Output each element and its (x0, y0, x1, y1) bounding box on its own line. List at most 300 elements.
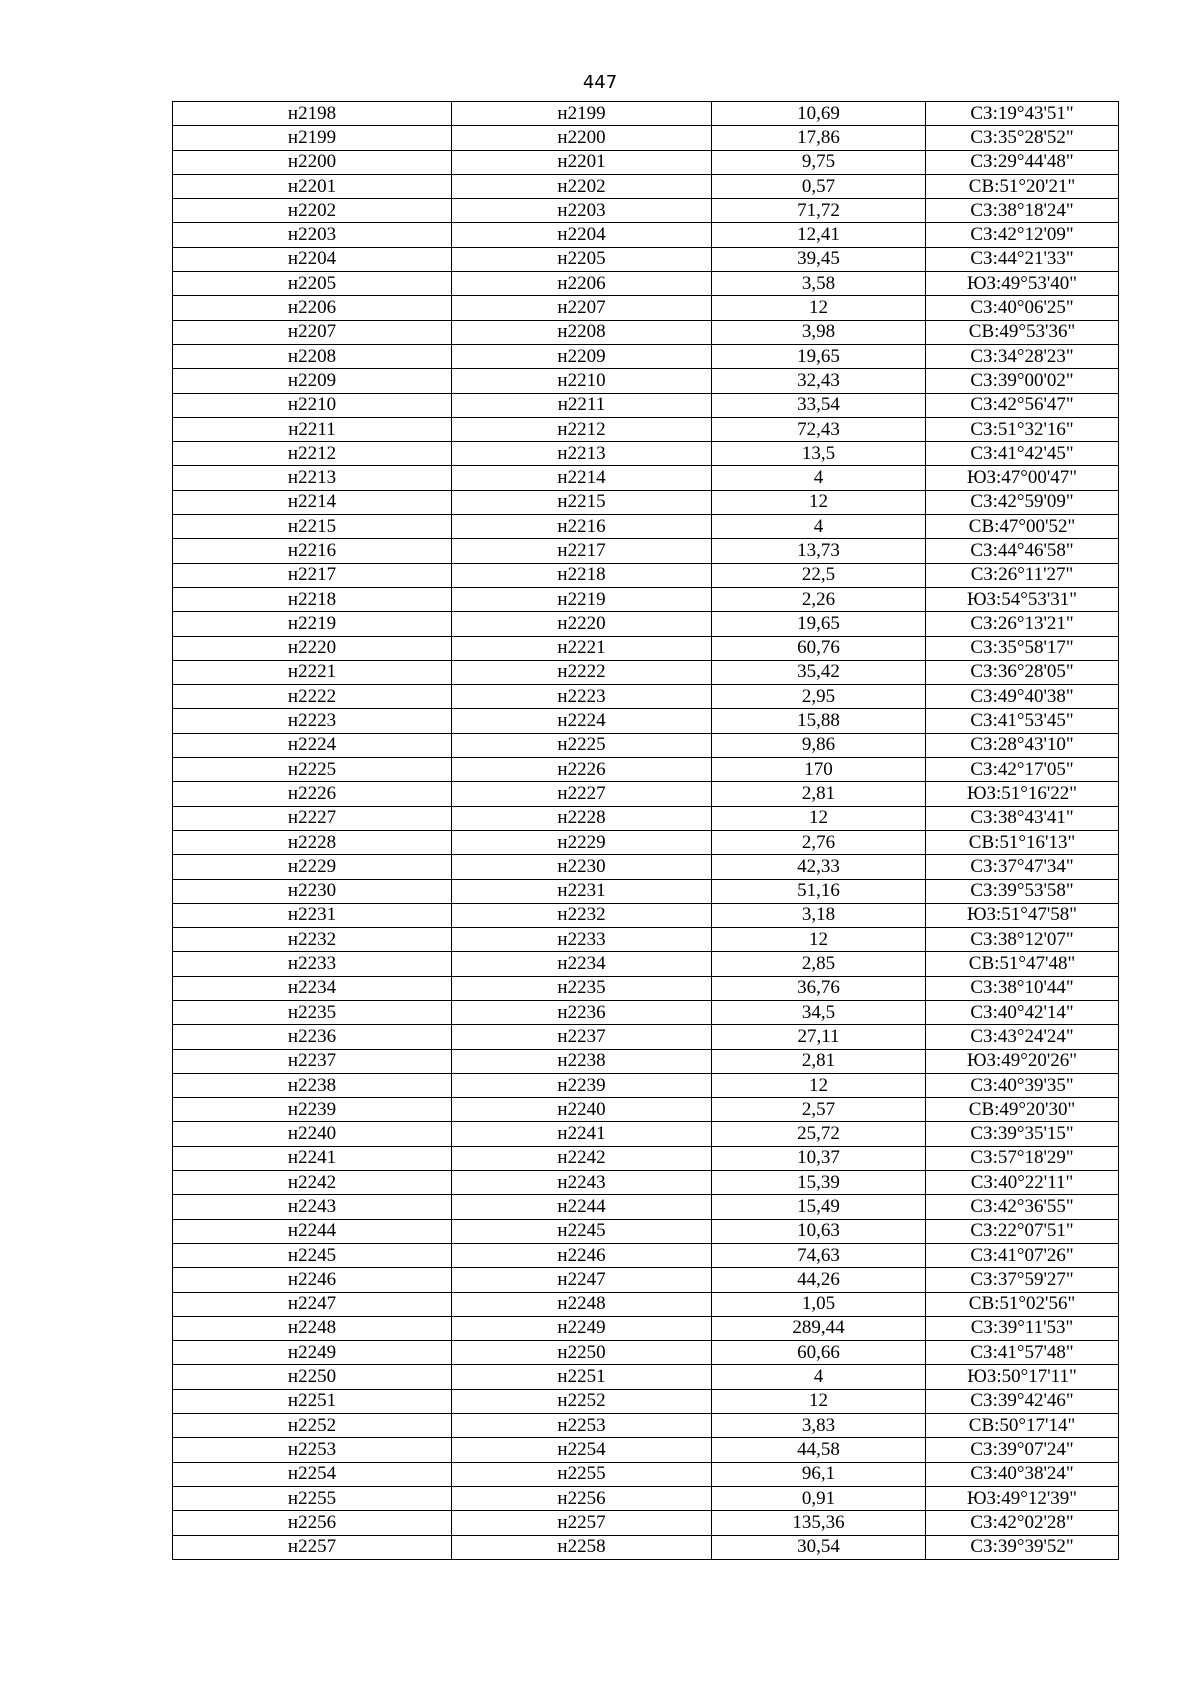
distance-cell: 3,18 (712, 903, 926, 927)
from-point-cell: н2252 (173, 1414, 452, 1438)
from-point-cell: н2232 (173, 928, 452, 952)
bearing-cell: СЗ:39°35'15" (926, 1122, 1119, 1146)
bearing-cell: СВ:51°47'48" (926, 952, 1119, 976)
from-point-cell: н2242 (173, 1171, 452, 1195)
bearing-cell: ЮЗ:49°53'40" (926, 272, 1119, 296)
distance-cell: 12 (712, 296, 926, 320)
to-point-cell: н2229 (452, 830, 712, 854)
bearing-cell: СЗ:40°38'24" (926, 1462, 1119, 1486)
from-point-cell: н2239 (173, 1098, 452, 1122)
to-point-cell: н2248 (452, 1292, 712, 1316)
table-row (173, 1535, 1119, 1559)
from-point-cell: н2218 (173, 587, 452, 611)
table-row (173, 466, 1119, 490)
table-row (173, 1049, 1119, 1073)
from-point-cell: н2219 (173, 612, 452, 636)
from-point-cell: н2243 (173, 1195, 452, 1219)
to-point-cell: н2237 (452, 1025, 712, 1049)
to-point-cell: н2224 (452, 709, 712, 733)
from-point-cell: н2205 (173, 272, 452, 296)
table-row (173, 247, 1119, 271)
table-row (173, 320, 1119, 344)
table-row (173, 1511, 1119, 1535)
bearing-cell: СЗ:57°18'29" (926, 1146, 1119, 1170)
table-row (173, 1414, 1119, 1438)
from-point-cell: н2235 (173, 1000, 452, 1024)
from-point-cell: н2254 (173, 1462, 452, 1486)
to-point-cell: н2244 (452, 1195, 712, 1219)
distance-cell: 0,57 (712, 174, 926, 198)
from-point-cell: н2231 (173, 903, 452, 927)
from-point-cell: н2201 (173, 174, 452, 198)
from-point-cell: н2225 (173, 758, 452, 782)
distance-cell: 2,81 (712, 782, 926, 806)
to-point-cell: н2235 (452, 976, 712, 1000)
bearing-cell: СЗ:39°42'46" (926, 1389, 1119, 1413)
table-row (173, 1000, 1119, 1024)
from-point-cell: н2222 (173, 685, 452, 709)
from-point-cell: н2203 (173, 223, 452, 247)
bearing-cell: СВ:50°17'14" (926, 1414, 1119, 1438)
table-row (173, 1486, 1119, 1510)
from-point-cell: н2230 (173, 879, 452, 903)
distance-cell: 42,33 (712, 855, 926, 879)
page-number: 447 (582, 72, 618, 93)
bearing-cell: СЗ:37°59'27" (926, 1268, 1119, 1292)
to-point-cell: н2228 (452, 806, 712, 830)
to-point-cell: н2252 (452, 1389, 712, 1413)
to-point-cell: н2256 (452, 1486, 712, 1510)
bearing-cell: СЗ:35°58'17" (926, 636, 1119, 660)
table-row (173, 782, 1119, 806)
bearing-cell: СЗ:39°11'53" (926, 1316, 1119, 1340)
to-point-cell: н2245 (452, 1219, 712, 1243)
distance-cell: 22,5 (712, 563, 926, 587)
table-row (173, 272, 1119, 296)
from-point-cell: н2227 (173, 806, 452, 830)
table-row (173, 928, 1119, 952)
table-row (173, 806, 1119, 830)
to-point-cell: н2249 (452, 1316, 712, 1340)
to-point-cell: н2240 (452, 1098, 712, 1122)
to-point-cell: н2220 (452, 612, 712, 636)
from-point-cell: н2245 (173, 1243, 452, 1267)
to-point-cell: н2213 (452, 442, 712, 466)
to-point-cell: н2238 (452, 1049, 712, 1073)
table-row (173, 855, 1119, 879)
table-row (173, 636, 1119, 660)
from-point-cell: н2253 (173, 1438, 452, 1462)
distance-cell: 2,85 (712, 952, 926, 976)
from-point-cell: н2234 (173, 976, 452, 1000)
bearing-cell: СЗ:41°07'26" (926, 1243, 1119, 1267)
from-point-cell: н2236 (173, 1025, 452, 1049)
bearing-cell: ЮЗ:51°16'22" (926, 782, 1119, 806)
to-point-cell: н2254 (452, 1438, 712, 1462)
distance-cell: 39,45 (712, 247, 926, 271)
distance-cell: 9,75 (712, 150, 926, 174)
distance-cell: 12 (712, 1073, 926, 1097)
table-row (173, 393, 1119, 417)
distance-cell: 9,86 (712, 733, 926, 757)
table-row (173, 1073, 1119, 1097)
table-row (173, 660, 1119, 684)
distance-cell: 13,73 (712, 539, 926, 563)
table-row (173, 490, 1119, 514)
to-point-cell: н2251 (452, 1365, 712, 1389)
distance-cell: 12 (712, 490, 926, 514)
distance-cell: 2,81 (712, 1049, 926, 1073)
to-point-cell: н2239 (452, 1073, 712, 1097)
from-point-cell: н2224 (173, 733, 452, 757)
to-point-cell: н2231 (452, 879, 712, 903)
table-row (173, 417, 1119, 441)
table-row (173, 442, 1119, 466)
bearing-cell: СЗ:42°59'09" (926, 490, 1119, 514)
distance-cell: 4 (712, 1365, 926, 1389)
from-point-cell: н2229 (173, 855, 452, 879)
to-point-cell: н2207 (452, 296, 712, 320)
table-row (173, 587, 1119, 611)
to-point-cell: н2250 (452, 1341, 712, 1365)
distance-cell: 10,63 (712, 1219, 926, 1243)
table-row (173, 539, 1119, 563)
from-point-cell: н2210 (173, 393, 452, 417)
from-point-cell: н2202 (173, 199, 452, 223)
table-row (173, 758, 1119, 782)
bearing-cell: СЗ:41°57'48" (926, 1341, 1119, 1365)
bearing-cell: СВ:51°16'13" (926, 830, 1119, 854)
bearing-cell: СЗ:38°43'41" (926, 806, 1119, 830)
to-point-cell: н2200 (452, 126, 712, 150)
table-row (173, 685, 1119, 709)
distance-cell: 0,91 (712, 1486, 926, 1510)
table-row (173, 296, 1119, 320)
boundary-points-table (172, 101, 1119, 1560)
bearing-cell: СЗ:41°53'45" (926, 709, 1119, 733)
table-row (173, 1438, 1119, 1462)
bearing-cell: СЗ:39°39'52" (926, 1535, 1119, 1559)
distance-cell: 27,11 (712, 1025, 926, 1049)
table-row (173, 1195, 1119, 1219)
bearing-cell: СВ:49°20'30" (926, 1098, 1119, 1122)
bearing-cell: СЗ:43°24'24" (926, 1025, 1119, 1049)
distance-cell: 32,43 (712, 369, 926, 393)
to-point-cell: н2230 (452, 855, 712, 879)
bearing-cell: СЗ:42°17'05" (926, 758, 1119, 782)
distance-cell: 3,98 (712, 320, 926, 344)
bearing-cell: СЗ:41°42'45" (926, 442, 1119, 466)
from-point-cell: н2198 (173, 102, 452, 126)
table-row (173, 830, 1119, 854)
bearing-cell: СЗ:40°22'11" (926, 1171, 1119, 1195)
to-point-cell: н2210 (452, 369, 712, 393)
from-point-cell: н2209 (173, 369, 452, 393)
from-point-cell: н2211 (173, 417, 452, 441)
to-point-cell: н2205 (452, 247, 712, 271)
table-row (173, 612, 1119, 636)
from-point-cell: н2208 (173, 344, 452, 368)
bearing-cell: СЗ:38°10'44" (926, 976, 1119, 1000)
to-point-cell: н2223 (452, 685, 712, 709)
from-point-cell: н2249 (173, 1341, 452, 1365)
bearing-cell: СВ:49°53'36" (926, 320, 1119, 344)
distance-cell: 19,65 (712, 344, 926, 368)
bearing-cell: СЗ:37°47'34" (926, 855, 1119, 879)
table-row (173, 1268, 1119, 1292)
table-row (173, 879, 1119, 903)
table-row (173, 1098, 1119, 1122)
to-point-cell: н2236 (452, 1000, 712, 1024)
to-point-cell: н2219 (452, 587, 712, 611)
table-body (173, 102, 1119, 1560)
bearing-cell: СВ:51°20'21" (926, 174, 1119, 198)
to-point-cell: н2257 (452, 1511, 712, 1535)
from-point-cell: н2228 (173, 830, 452, 854)
to-point-cell: н2203 (452, 199, 712, 223)
distance-cell: 2,26 (712, 587, 926, 611)
bearing-cell: ЮЗ:49°12'39" (926, 1486, 1119, 1510)
table-row (173, 102, 1119, 126)
to-point-cell: н2227 (452, 782, 712, 806)
distance-cell: 3,83 (712, 1414, 926, 1438)
table-row (173, 515, 1119, 539)
distance-cell: 51,16 (712, 879, 926, 903)
from-point-cell: н2241 (173, 1146, 452, 1170)
from-point-cell: н2255 (173, 1486, 452, 1510)
distance-cell: 4 (712, 466, 926, 490)
distance-cell: 2,95 (712, 685, 926, 709)
from-point-cell: н2207 (173, 320, 452, 344)
distance-cell: 17,86 (712, 126, 926, 150)
table-row (173, 199, 1119, 223)
distance-cell: 4 (712, 515, 926, 539)
distance-cell: 15,49 (712, 1195, 926, 1219)
bearing-cell: СЗ:39°07'24" (926, 1438, 1119, 1462)
from-point-cell: н2220 (173, 636, 452, 660)
bearing-cell: СЗ:44°21'33" (926, 247, 1119, 271)
bearing-cell: СЗ:42°12'09" (926, 223, 1119, 247)
bearing-cell: СЗ:40°42'14" (926, 1000, 1119, 1024)
from-point-cell: н2257 (173, 1535, 452, 1559)
table-row (173, 126, 1119, 150)
table-row (173, 223, 1119, 247)
from-point-cell: н2206 (173, 296, 452, 320)
distance-cell: 71,72 (712, 199, 926, 223)
bearing-cell: СЗ:40°39'35" (926, 1073, 1119, 1097)
distance-cell: 96,1 (712, 1462, 926, 1486)
table-row (173, 952, 1119, 976)
to-point-cell: н2216 (452, 515, 712, 539)
from-point-cell: н2244 (173, 1219, 452, 1243)
distance-cell: 3,58 (712, 272, 926, 296)
bearing-cell: ЮЗ:47°00'47" (926, 466, 1119, 490)
to-point-cell: н2211 (452, 393, 712, 417)
bearing-cell: СЗ:38°12'07" (926, 928, 1119, 952)
to-point-cell: н2243 (452, 1171, 712, 1195)
to-point-cell: н2201 (452, 150, 712, 174)
bearing-cell: СЗ:38°18'24" (926, 199, 1119, 223)
from-point-cell: н2256 (173, 1511, 452, 1535)
bearing-cell: СЗ:36°28'05" (926, 660, 1119, 684)
from-point-cell: н2248 (173, 1316, 452, 1340)
bearing-cell: СЗ:28°43'10" (926, 733, 1119, 757)
to-point-cell: н2218 (452, 563, 712, 587)
from-point-cell: н2226 (173, 782, 452, 806)
from-point-cell: н2215 (173, 515, 452, 539)
distance-cell: 44,26 (712, 1268, 926, 1292)
distance-cell: 36,76 (712, 976, 926, 1000)
distance-cell: 10,69 (712, 102, 926, 126)
from-point-cell: н2223 (173, 709, 452, 733)
bearing-cell: СЗ:51°32'16" (926, 417, 1119, 441)
distance-cell: 12 (712, 928, 926, 952)
distance-cell: 13,5 (712, 442, 926, 466)
distance-cell: 19,65 (712, 612, 926, 636)
bearing-cell: ЮЗ:54°53'31" (926, 587, 1119, 611)
bearing-cell: СЗ:39°53'58" (926, 879, 1119, 903)
distance-cell: 2,57 (712, 1098, 926, 1122)
bearing-cell: ЮЗ:50°17'11" (926, 1365, 1119, 1389)
bearing-cell: СВ:47°00'52" (926, 515, 1119, 539)
to-point-cell: н2255 (452, 1462, 712, 1486)
to-point-cell: н2204 (452, 223, 712, 247)
table-row (173, 1292, 1119, 1316)
from-point-cell: н2214 (173, 490, 452, 514)
distance-cell: 1,05 (712, 1292, 926, 1316)
bearing-cell: СЗ:42°36'55" (926, 1195, 1119, 1219)
table-row (173, 1341, 1119, 1365)
from-point-cell: н2251 (173, 1389, 452, 1413)
distance-cell: 44,58 (712, 1438, 926, 1462)
to-point-cell: н2199 (452, 102, 712, 126)
table-row (173, 1122, 1119, 1146)
table-row (173, 1219, 1119, 1243)
from-point-cell: н2247 (173, 1292, 452, 1316)
table-row (173, 1171, 1119, 1195)
table-row (173, 903, 1119, 927)
bearing-cell: СЗ:26°11'27" (926, 563, 1119, 587)
bearing-cell: СЗ:44°46'58" (926, 539, 1119, 563)
table-row (173, 1243, 1119, 1267)
bearing-cell: СЗ:26°13'21" (926, 612, 1119, 636)
distance-cell: 289,44 (712, 1316, 926, 1340)
from-point-cell: н2217 (173, 563, 452, 587)
from-point-cell: н2200 (173, 150, 452, 174)
to-point-cell: н2217 (452, 539, 712, 563)
distance-cell: 15,39 (712, 1171, 926, 1195)
to-point-cell: н2241 (452, 1122, 712, 1146)
table-row (173, 1389, 1119, 1413)
distance-cell: 72,43 (712, 417, 926, 441)
from-point-cell: н2216 (173, 539, 452, 563)
distance-cell: 15,88 (712, 709, 926, 733)
to-point-cell: н2247 (452, 1268, 712, 1292)
distance-cell: 60,76 (712, 636, 926, 660)
bearing-cell: СЗ:29°44'48" (926, 150, 1119, 174)
table-row (173, 344, 1119, 368)
to-point-cell: н2226 (452, 758, 712, 782)
to-point-cell: н2232 (452, 903, 712, 927)
to-point-cell: н2233 (452, 928, 712, 952)
table-row (173, 1316, 1119, 1340)
bearing-cell: СЗ:19°43'51" (926, 102, 1119, 126)
from-point-cell: н2246 (173, 1268, 452, 1292)
to-point-cell: н2221 (452, 636, 712, 660)
table-row (173, 1365, 1119, 1389)
distance-cell: 170 (712, 758, 926, 782)
bearing-cell: СЗ:22°07'51" (926, 1219, 1119, 1243)
from-point-cell: н2212 (173, 442, 452, 466)
distance-cell: 35,42 (712, 660, 926, 684)
bearing-cell: СВ:51°02'56" (926, 1292, 1119, 1316)
to-point-cell: н2222 (452, 660, 712, 684)
distance-cell: 25,72 (712, 1122, 926, 1146)
to-point-cell: н2214 (452, 466, 712, 490)
table-row (173, 369, 1119, 393)
bearing-cell: СЗ:39°00'02" (926, 369, 1119, 393)
from-point-cell: н2213 (173, 466, 452, 490)
bearing-cell: ЮЗ:51°47'58" (926, 903, 1119, 927)
to-point-cell: н2208 (452, 320, 712, 344)
distance-cell: 2,76 (712, 830, 926, 854)
distance-cell: 34,5 (712, 1000, 926, 1024)
table-row (173, 1146, 1119, 1170)
to-point-cell: н2202 (452, 174, 712, 198)
from-point-cell: н2237 (173, 1049, 452, 1073)
from-point-cell: н2233 (173, 952, 452, 976)
from-point-cell: н2238 (173, 1073, 452, 1097)
bearing-cell: СЗ:40°06'25" (926, 296, 1119, 320)
to-point-cell: н2258 (452, 1535, 712, 1559)
table-row (173, 1025, 1119, 1049)
distance-cell: 30,54 (712, 1535, 926, 1559)
to-point-cell: н2246 (452, 1243, 712, 1267)
bearing-cell: ЮЗ:49°20'26" (926, 1049, 1119, 1073)
distance-cell: 74,63 (712, 1243, 926, 1267)
table-row (173, 1462, 1119, 1486)
table-row (173, 976, 1119, 1000)
from-point-cell: н2221 (173, 660, 452, 684)
table-row (173, 709, 1119, 733)
to-point-cell: н2234 (452, 952, 712, 976)
bearing-cell: СЗ:42°56'47" (926, 393, 1119, 417)
to-point-cell: н2253 (452, 1414, 712, 1438)
table-row (173, 733, 1119, 757)
bearing-cell: СЗ:49°40'38" (926, 685, 1119, 709)
distance-cell: 33,54 (712, 393, 926, 417)
to-point-cell: н2206 (452, 272, 712, 296)
to-point-cell: н2242 (452, 1146, 712, 1170)
distance-cell: 60,66 (712, 1341, 926, 1365)
from-point-cell: н2240 (173, 1122, 452, 1146)
bearing-cell: СЗ:42°02'28" (926, 1511, 1119, 1535)
to-point-cell: н2209 (452, 344, 712, 368)
table-row (173, 563, 1119, 587)
from-point-cell: н2204 (173, 247, 452, 271)
distance-cell: 135,36 (712, 1511, 926, 1535)
distance-cell: 12 (712, 1389, 926, 1413)
from-point-cell: н2199 (173, 126, 452, 150)
to-point-cell: н2215 (452, 490, 712, 514)
table-row (173, 174, 1119, 198)
distance-cell: 10,37 (712, 1146, 926, 1170)
table-row (173, 150, 1119, 174)
bearing-cell: СЗ:34°28'23" (926, 344, 1119, 368)
to-point-cell: н2225 (452, 733, 712, 757)
bearing-cell: СЗ:35°28'52" (926, 126, 1119, 150)
distance-cell: 12 (712, 806, 926, 830)
